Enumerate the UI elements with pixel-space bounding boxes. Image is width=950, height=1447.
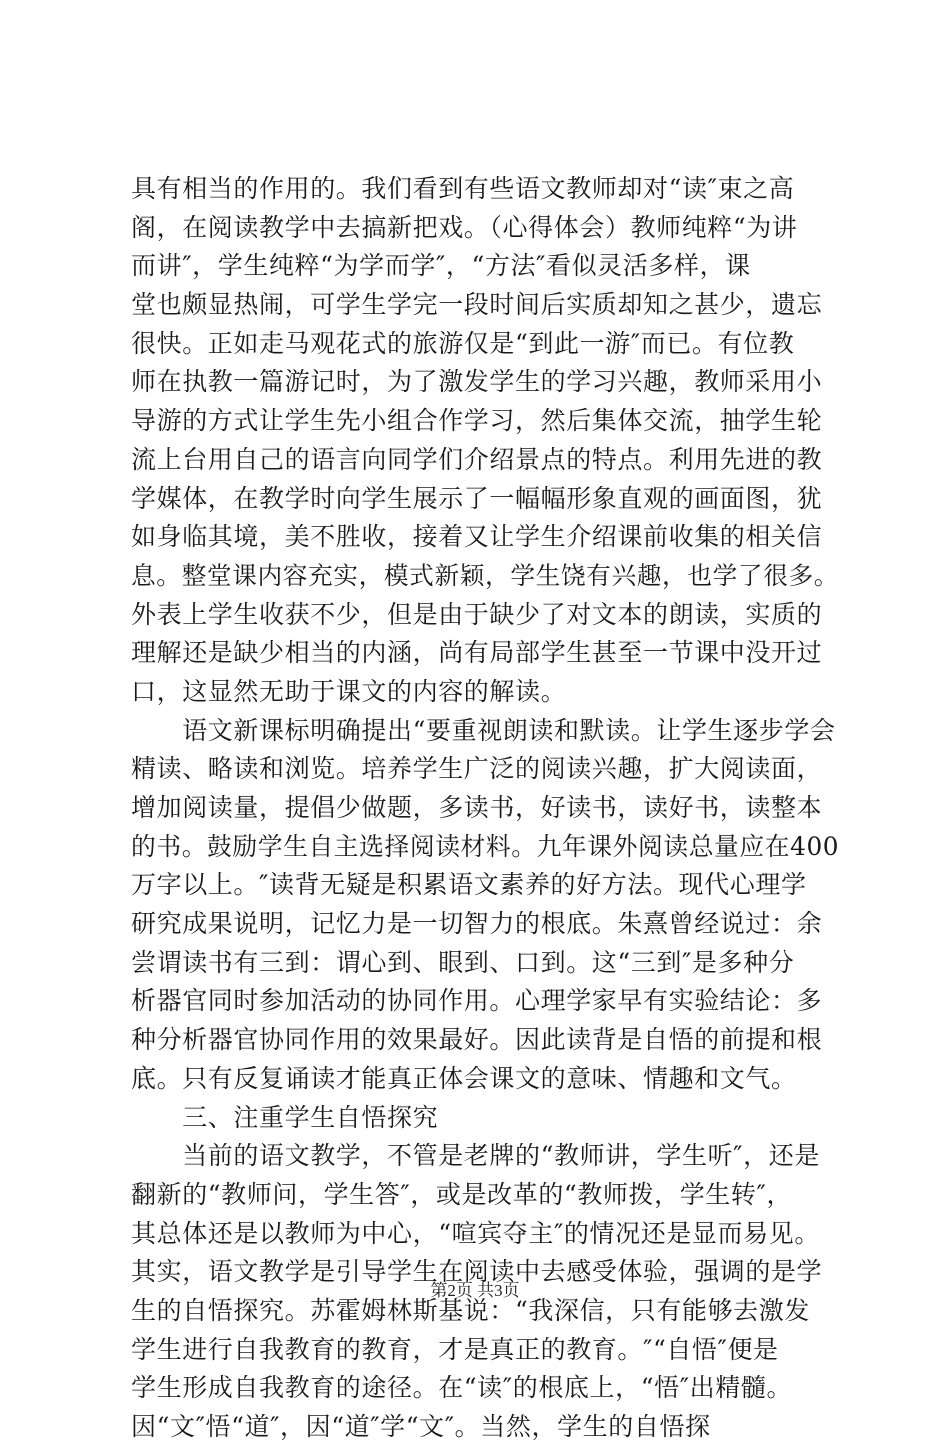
- text-line: 堂也颇显热闹，可学生学完一段时间后实质却知之甚少，遗忘: [131, 290, 823, 320]
- text-line: 如身临其境，美不胜收，接着又让学生介绍课前收集的相关信: [131, 522, 823, 552]
- text-line: 具有相当的作用的。我们看到有些语文教师却对“读″束之高: [131, 174, 795, 203]
- text-line: 生的自悟探究。苏霍姆林斯基说：“我深信，只有能够去激发: [131, 1295, 810, 1325]
- text-line: 导游的方式让学生先小组合作学习，然后集体交流，抽学生轮: [131, 406, 823, 436]
- text-line: 阁，在阅读教学中去搞新把戏。（心得体会）教师纯粹“为讲: [131, 212, 798, 242]
- text-line: 三、注重学生自悟探究: [131, 1102, 439, 1132]
- text-line: 底。只有反复诵读才能真正体会课文的意味、情趣和文气。: [131, 1063, 797, 1093]
- text-line: 外表上学生收获不少，但是由于缺少了对文本的朗读，实质的: [131, 599, 823, 629]
- text-line: 析器官同时参加活动的协同作用。心理学家早有实验结论：多: [131, 986, 823, 1016]
- text-line: 当前的语文教学，不管是老牌的“教师讲，学生听″，还是: [131, 1141, 820, 1171]
- text-line: 研究成果说明，记忆力是一切智力的根底。朱熹曾经说过：余: [131, 909, 823, 939]
- text-line: 学生形成自我教育的途径。在“读″的根底上，“悟″出精髓。: [131, 1373, 793, 1403]
- text-line: 种分析器官协同作用的效果最好。因此读背是自悟的前提和根: [131, 1025, 823, 1055]
- text-line: 流上台用自己的语言向同学们介绍景点的特点。利用先进的教: [131, 444, 823, 474]
- text-line: 语文新课标明确提出“要重视朗读和默读。让学生逐步学会: [131, 715, 836, 745]
- text-line: 精读、略读和浏览。培养学生广泛的阅读兴趣，扩大阅读面，: [131, 754, 823, 784]
- text-line: 师在执教一篇游记时，为了激发学生的学习兴趣，教师采用小: [131, 367, 823, 397]
- text-line: 其实，语文教学是引导学生在阅读中去感受体验，强调的是学: [131, 1257, 823, 1287]
- text-line: 因“文″悟“道″，因“道″学“文″。当然，学生的自悟探: [131, 1412, 711, 1441]
- body-text: [131, 170, 839, 1447]
- text-line: 而讲″，学生纯粹“为学而学″，“方法″看似灵活多样，课: [131, 251, 751, 281]
- page-footer: 第2页 共3页: [430, 1281, 520, 1300]
- text-line: 理解还是缺少相当的内涵，尚有局部学生甚至一节课中没开过: [131, 638, 823, 668]
- text-line: 学媒体，在教学时向学生展示了一幅幅形象直观的画面图，犹: [131, 483, 823, 513]
- text-line: 增加阅读量，提倡少做题，多读书，好读书，读好书，读整本: [131, 793, 823, 822]
- text-line: 口，这显然无助于课文的内容的解读。: [131, 676, 567, 706]
- text-line: 其总体还是以教师为中心，“喧宾夺主″的情况还是显而易见。: [131, 1218, 820, 1248]
- text-line: 学生进行自我教育的教育，才是真正的教育。″“自悟″便是: [131, 1334, 779, 1364]
- text-line: 很快。正如走马观花式的旅游仅是“到此一游″而已。有位教: [131, 328, 795, 358]
- text-line: 的书。鼓励学生自主选择阅读材料。九年课外阅读总量应在400: [131, 831, 840, 861]
- text-line: 息。整堂课内容充实，模式新颖，学生饶有兴趣，也学了很多。: [131, 560, 840, 590]
- text-line: 尝谓读书有三到：谓心到、眼到、口到。这“三到″是多种分: [131, 947, 795, 977]
- text-line: 翻新的“教师问，学生答″，或是改革的“教师拨，学生转″，: [131, 1179, 793, 1209]
- text-line: 万字以上。″读背无疑是积累语文素养的好方法。现代心理学: [131, 870, 807, 900]
